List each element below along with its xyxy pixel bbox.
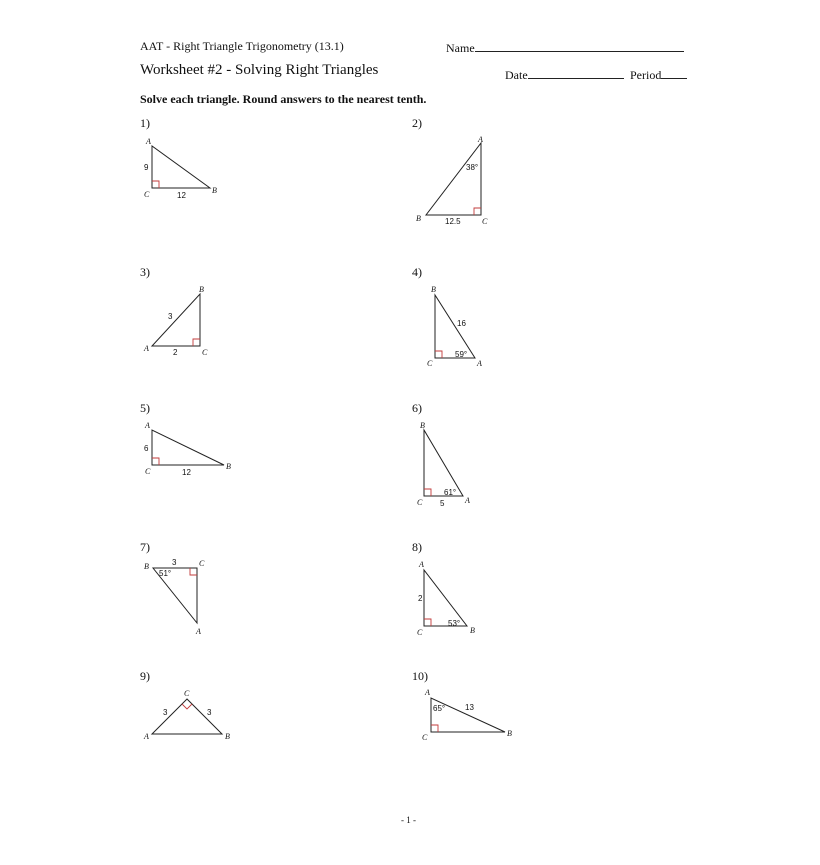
problem-6-number: 6) bbox=[412, 401, 422, 415]
triangle-3-vertex-b: B bbox=[199, 285, 204, 294]
problem-4-number: 4) bbox=[412, 265, 422, 279]
triangle-5-right-angle-mark bbox=[152, 458, 159, 465]
triangle-8-vertex-a: A bbox=[419, 560, 424, 569]
triangle-8-vertex-c: C bbox=[417, 628, 423, 637]
triangle-5 bbox=[144, 421, 231, 477]
triangle-6-vertex-c: C bbox=[417, 498, 423, 507]
triangle-6-angle-a: 61° bbox=[444, 488, 457, 497]
triangle-9-vertex-a: A bbox=[144, 732, 149, 741]
problem-3-number: 3) bbox=[140, 265, 150, 279]
name-label: Name bbox=[446, 41, 475, 55]
triangle-2-vertex-b: B bbox=[416, 214, 421, 223]
triangle-5-side-cb: 12 bbox=[182, 468, 191, 477]
triangle-2 bbox=[416, 135, 488, 226]
triangle-10-side-ab: 13 bbox=[465, 703, 474, 712]
triangle-10 bbox=[422, 688, 512, 742]
page-number: - 1 - bbox=[401, 815, 416, 825]
triangle-9-right-angle-mark bbox=[182, 704, 192, 709]
triangle-9-side-ca: 3 bbox=[163, 708, 168, 717]
worksheet-title: Worksheet #2 - Solving Right Triangles bbox=[140, 62, 379, 78]
triangle-3-shape bbox=[152, 294, 200, 346]
triangle-1-shape bbox=[152, 146, 210, 188]
triangle-5-vertex-a: A bbox=[145, 421, 150, 430]
triangle-1-vertex-a: A bbox=[146, 137, 151, 146]
triangle-4 bbox=[427, 285, 482, 368]
triangle-5-vertex-c: C bbox=[145, 467, 151, 476]
triangle-10-vertex-b: B bbox=[507, 729, 512, 738]
triangle-6 bbox=[417, 421, 470, 508]
instructions: Solve each triangle. Round answers to the nearest tenth. bbox=[140, 92, 427, 106]
triangle-1-vertex-c: C bbox=[144, 190, 150, 199]
triangle-1-side-ac: 9 bbox=[144, 163, 149, 172]
triangle-3 bbox=[143, 285, 208, 357]
triangle-6-side-ca: 5 bbox=[440, 499, 445, 508]
triangle-3-side-ac: 2 bbox=[173, 348, 178, 357]
triangle-6-shape bbox=[424, 430, 463, 496]
triangle-3-vertex-c: C bbox=[202, 348, 208, 357]
triangle-5-side-ac: 6 bbox=[144, 444, 149, 453]
triangle-8-right-angle-mark bbox=[424, 619, 431, 626]
triangle-2-angle-a: 38° bbox=[466, 163, 479, 172]
triangle-4-right-angle-mark bbox=[435, 351, 442, 358]
triangle-4-shape bbox=[435, 295, 475, 358]
triangle-7-vertex-a: A bbox=[196, 627, 201, 636]
triangle-10-right-angle-mark bbox=[431, 725, 438, 732]
period-label: Period bbox=[630, 68, 662, 82]
triangle-8-vertex-b: B bbox=[470, 626, 475, 635]
triangle-8-angle-b: 53° bbox=[448, 619, 461, 628]
triangle-2-vertex-c: C bbox=[482, 217, 488, 226]
triangle-2-side-bc: 12.5 bbox=[445, 217, 461, 226]
triangle-5-shape bbox=[152, 430, 224, 465]
triangle-7-side-bc: 3 bbox=[172, 558, 177, 567]
triangle-8-side-ac: 2 bbox=[418, 594, 423, 603]
triangle-7 bbox=[144, 558, 205, 636]
course-label: AAT - Right Triangle Trigonometry (13.1) bbox=[140, 39, 344, 53]
triangle-9-vertex-b: B bbox=[225, 732, 230, 741]
triangle-3-right-angle-mark bbox=[193, 339, 200, 346]
triangle-4-vertex-c: C bbox=[427, 359, 433, 368]
triangle-8 bbox=[417, 560, 475, 637]
triangle-7-angle-b: 51° bbox=[159, 569, 172, 578]
triangle-3-vertex-a: A bbox=[144, 344, 149, 353]
triangle-1 bbox=[144, 137, 217, 200]
problem-7-number: 7) bbox=[140, 540, 150, 554]
problem-5-number: 5) bbox=[140, 401, 150, 415]
triangle-4-side-ba: 16 bbox=[457, 319, 466, 328]
triangle-2-vertex-a: A bbox=[478, 135, 483, 144]
triangle-2-shape bbox=[426, 143, 481, 215]
triangle-3-side-ab: 3 bbox=[168, 312, 173, 321]
triangle-6-vertex-b: B bbox=[420, 421, 425, 430]
triangle-10-vertex-c: C bbox=[422, 733, 428, 742]
triangle-2-right-angle-mark bbox=[474, 208, 481, 215]
triangle-7-vertex-c: C bbox=[199, 559, 205, 568]
problem-9-number: 9) bbox=[140, 669, 150, 683]
triangle-10-vertex-a: A bbox=[425, 688, 430, 697]
problem-8-number: 8) bbox=[412, 540, 422, 554]
triangle-8-shape bbox=[424, 570, 467, 626]
triangle-9-vertex-c: C bbox=[184, 689, 190, 698]
triangle-7-right-angle-mark bbox=[190, 568, 197, 575]
triangle-7-vertex-b: B bbox=[144, 562, 149, 571]
triangle-1-right-angle-mark bbox=[152, 181, 159, 188]
triangle-9 bbox=[143, 689, 230, 741]
triangle-5-vertex-b: B bbox=[226, 462, 231, 471]
problem-10-number: 10) bbox=[412, 669, 428, 683]
date-label: Date bbox=[505, 68, 528, 82]
triangle-10-angle-a: 65° bbox=[433, 704, 446, 713]
problem-1-number: 1) bbox=[140, 116, 150, 130]
triangle-4-vertex-b: B bbox=[431, 285, 436, 294]
triangle-4-angle-a: 59° bbox=[455, 350, 468, 359]
problem-2-number: 2) bbox=[412, 116, 422, 130]
triangle-1-side-cb: 12 bbox=[177, 191, 186, 200]
triangle-1-vertex-b: B bbox=[212, 186, 217, 195]
triangle-6-vertex-a: A bbox=[465, 496, 470, 505]
triangle-4-vertex-a: A bbox=[477, 359, 482, 368]
triangle-6-right-angle-mark bbox=[424, 489, 431, 496]
triangle-9-side-cb: 3 bbox=[207, 708, 212, 717]
